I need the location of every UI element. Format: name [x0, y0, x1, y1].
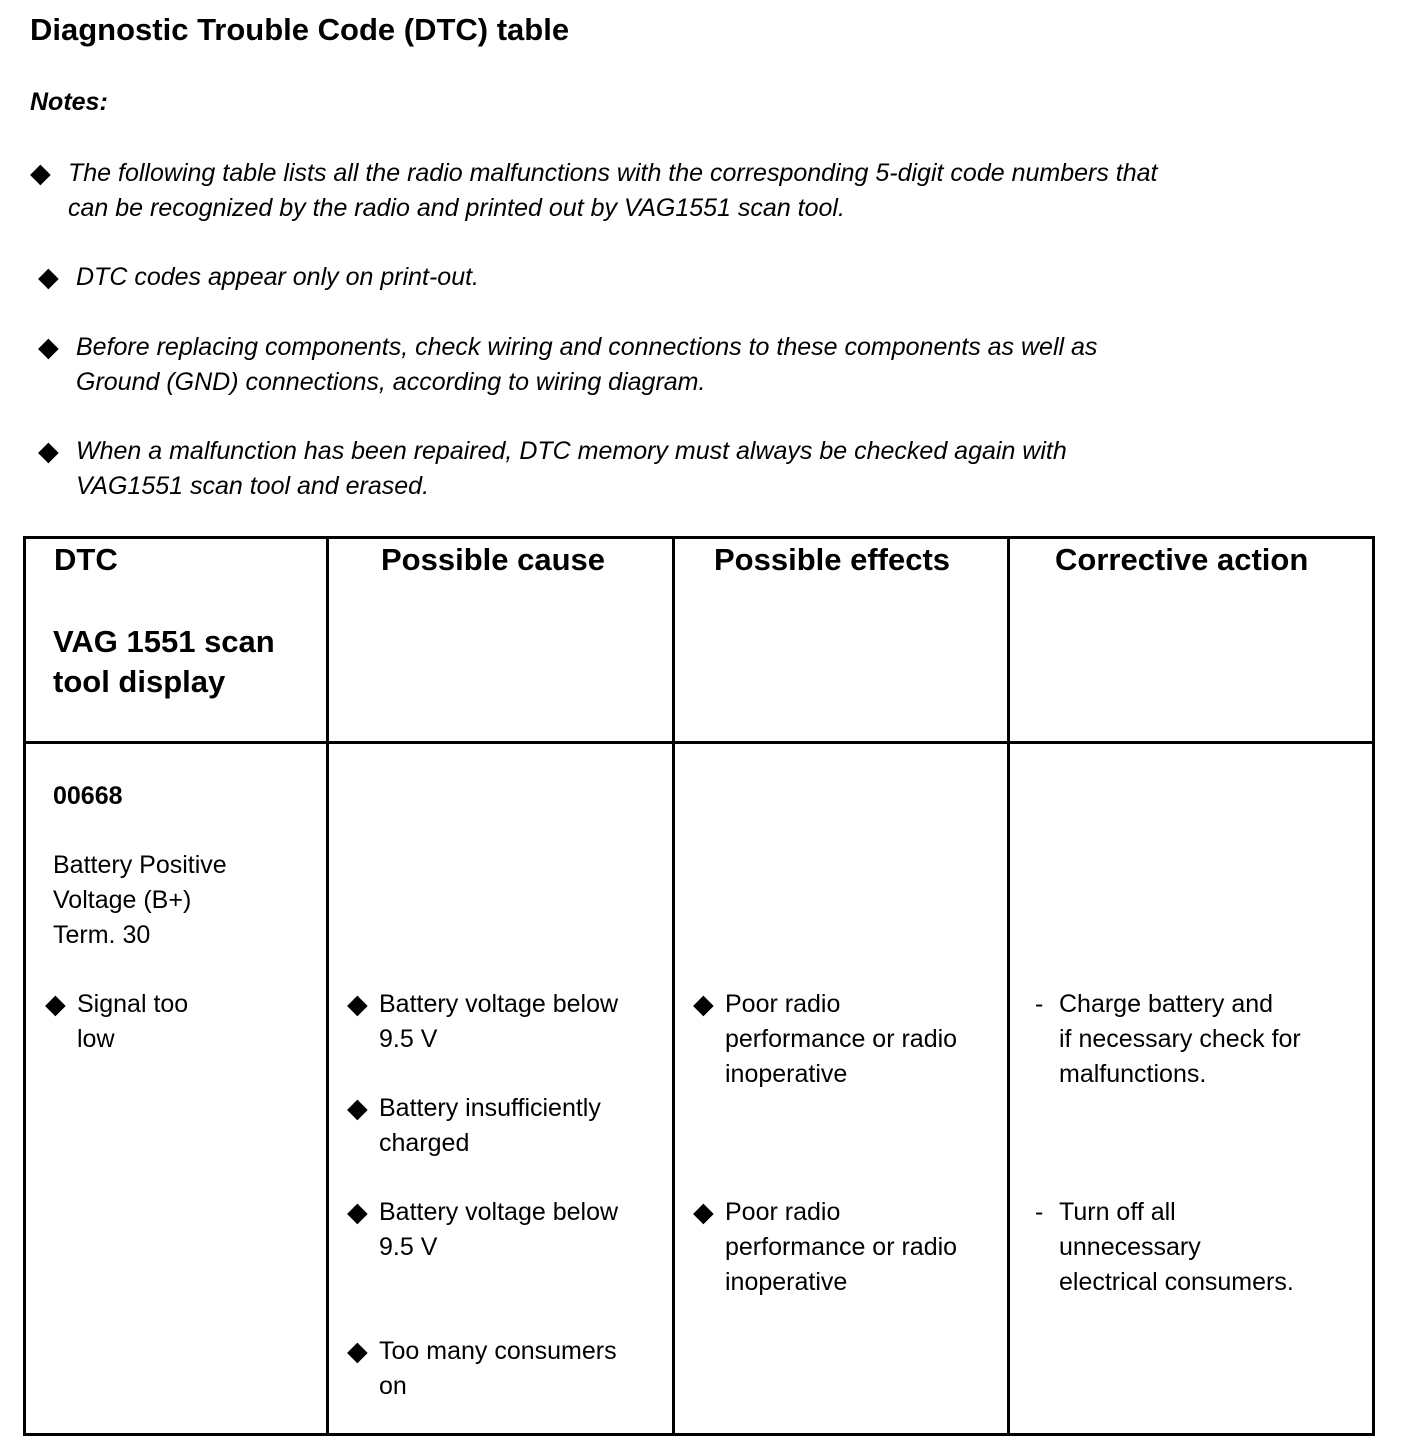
diamond-bullet-icon: ◆ — [347, 1197, 368, 1227]
cause-line: 9.5 V — [379, 1233, 438, 1261]
dtc-description-line: Term. 30 — [53, 921, 151, 949]
cause-item — [347, 1091, 601, 1161]
cause-line: on — [379, 1372, 407, 1400]
action-line: electrical consumers. — [1059, 1268, 1294, 1296]
note-line: can be recognized by the radio and printed out by VAG1551 scan tool. — [68, 194, 845, 222]
action-line: malfunctions. — [1059, 1060, 1207, 1088]
note-line: DTC codes appear only on print-out. — [76, 263, 479, 291]
header-corrective-action: Corrective action — [1055, 542, 1309, 577]
header-possible-cause: Possible cause — [381, 542, 606, 577]
header-dtc-sub-1: VAG 1551 scan — [53, 624, 275, 659]
diamond-bullet-icon: ◆ — [38, 332, 59, 362]
cause-line: Battery voltage below — [379, 990, 619, 1018]
diamond-bullet-icon: ◆ — [347, 989, 368, 1019]
action-line: Turn off all — [1059, 1198, 1176, 1226]
signal-line: low — [77, 1025, 115, 1053]
effect-line: performance or radio — [725, 1233, 958, 1261]
note-3 — [38, 330, 1098, 400]
effect-line: inoperative — [725, 1060, 848, 1088]
action-item — [1035, 987, 1301, 1092]
header-dtc-sub-2: tool display — [53, 664, 226, 699]
diamond-bullet-icon: ◆ — [693, 989, 714, 1019]
effect-line: performance or radio — [725, 1025, 958, 1053]
cause-item — [347, 987, 619, 1057]
diamond-bullet-icon: ◆ — [38, 262, 59, 292]
signal-line: Signal too — [77, 990, 189, 1018]
note-line: VAG1551 scan tool and erased. — [76, 472, 430, 500]
note-line: Before replacing components, check wiring and connections to these components as well as — [76, 333, 1098, 361]
cause-line: Battery voltage below — [379, 1198, 619, 1226]
diamond-bullet-icon: ◆ — [347, 1336, 368, 1366]
cause-line: charged — [379, 1129, 470, 1157]
page-title: Diagnostic Trouble Code (DTC) table — [30, 12, 570, 47]
note-line: Ground (GND) connections, according to wiring diagram. — [76, 368, 706, 396]
action-line: if necessary check for — [1059, 1025, 1301, 1053]
diamond-bullet-icon: ◆ — [30, 158, 51, 188]
dash-bullet: - — [1035, 990, 1044, 1018]
action-line: unnecessary — [1059, 1233, 1201, 1261]
effect-item — [693, 1195, 958, 1300]
dtc-description-line: Voltage (B+) — [53, 886, 192, 914]
diamond-bullet-icon: ◆ — [693, 1197, 714, 1227]
cause-line: Battery insufficiently — [379, 1094, 601, 1122]
column-divider — [326, 539, 329, 1433]
dtc-description — [53, 848, 227, 953]
note-1 — [30, 156, 1158, 226]
diamond-bullet-icon: ◆ — [45, 989, 66, 1019]
note-4 — [38, 434, 1067, 504]
dtc-code: 00668 — [53, 782, 123, 810]
header-dtc: DTC — [54, 542, 118, 577]
dtc-description-line: Battery Positive — [53, 851, 227, 879]
effect-line: Poor radio — [725, 990, 841, 1018]
notes-label: Notes: — [30, 88, 108, 116]
cause-line: 9.5 V — [379, 1025, 438, 1053]
note-2 — [38, 260, 479, 295]
effect-line: Poor radio — [725, 1198, 841, 1226]
dash-bullet: - — [1035, 1198, 1044, 1226]
header-possible-effects: Possible effects — [714, 542, 951, 577]
note-line: When a malfunction has been repaired, DTC memory must always be checked again with — [76, 437, 1067, 465]
cause-line: Too many consumers — [379, 1337, 617, 1365]
column-divider — [1007, 539, 1010, 1433]
diamond-bullet-icon: ◆ — [347, 1093, 368, 1123]
action-line: Charge battery and — [1059, 990, 1274, 1018]
column-divider — [672, 539, 675, 1433]
note-line: The following table lists all the radio malfunctions with the corresponding 5-digit code numbers that — [68, 159, 1158, 187]
cause-item — [347, 1195, 619, 1265]
diamond-bullet-icon: ◆ — [38, 436, 59, 466]
effect-line: inoperative — [725, 1268, 848, 1296]
cause-item — [347, 1334, 617, 1404]
effect-item — [693, 987, 958, 1092]
header-divider — [26, 741, 1372, 744]
signal-item — [45, 987, 189, 1057]
action-item — [1035, 1195, 1294, 1300]
dtc-table — [23, 536, 1375, 1436]
